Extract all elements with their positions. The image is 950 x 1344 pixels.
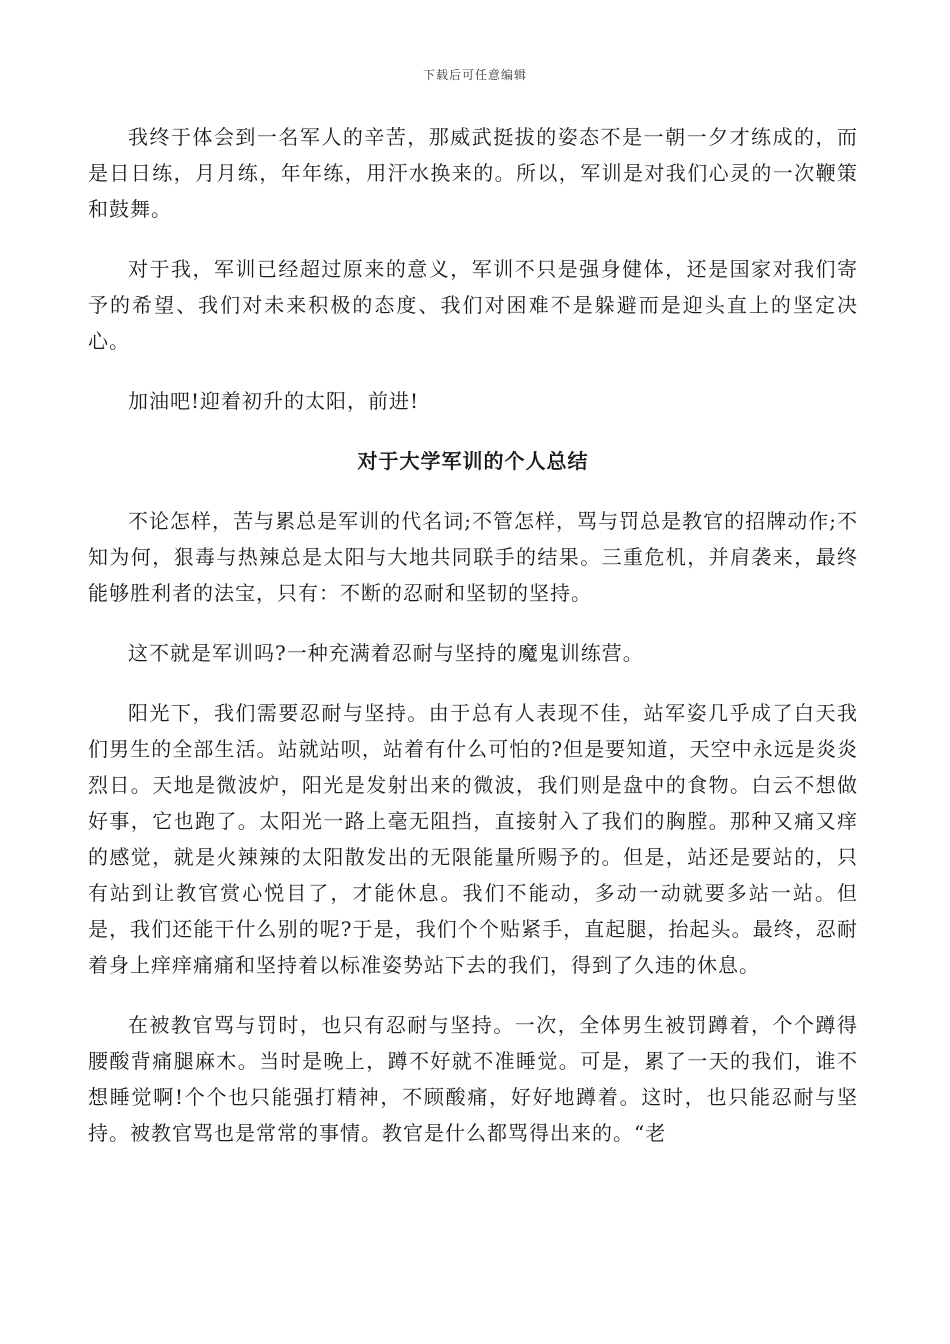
paragraph-4: 不论怎样，苦与累总是军训的代名词;不管怎样，骂与罚总是教官的招牌动作;不知为何，狠毒与热辣总是太阳与大地共同联手的结果。三重危机，并肩袭来，最终能够胜利者的法宝，只有：不断的忍耐和坚韧的坚持。 (88, 509, 858, 605)
document-body (88, 119, 858, 1151)
section-title: 对于大学军训的个人总结 (357, 449, 589, 473)
paragraph-1: 我终于体会到一名军人的辛苦，那威武挺拔的姿态不是一朝一夕才练成的，而是日日练，月月练，年年练，用汗水换来的。所以，军训是对我们心灵的一次鞭策和鼓舞。 (88, 125, 858, 221)
paragraph-6: 阳光下，我们需要忍耐与坚持。由于总有人表现不佳，站军姿几乎成了白天我们男生的全部生活。站就站呗，站着有什么可怕的?但是要知道，天空中永远是炎炎烈日。天地是微波炉，阳光是发射出来的微波，我们则是盘中的食物。白云不想做好事，它也跑了。太阳光一路上毫无阻挡，直接射入了我们的胸膛。那种又痛又痒的感觉，就是火辣辣的太阳散发出的无限能量所赐予的。但是，站还是要站的，只有站到让教官赏心悦目了，才能休息。我们不能动，多动一动就要多站一站。但是，我们还能干什么别的呢?于是，我们个个贴紧手，直起腿，抬起头。最终，忍耐着身上痒痒痛痛和坚持着以标准姿势站下去的我们，得到了久违的休息。 (88, 701, 858, 977)
paragraph-5: 这不就是军训吗?一种充满着忍耐与坚持的魔鬼训练营。 (128, 641, 644, 665)
paragraph-2: 对于我，军训已经超过原来的意义，军训不只是强身健体，还是国家对我们寄予的希望、我们对未来积极的态度、我们对困难不是躲避而是迎头直上的坚定决心。 (88, 257, 858, 353)
paragraph-3: 加油吧!迎着初升的太阳，前进! (128, 389, 420, 413)
paragraph-7: 在被教官骂与罚时，也只有忍耐与坚持。一次，全体男生被罚蹲着，个个蹲得腰酸背痛腿麻木。当时是晚上，蹲不好就不准睡觉。可是，累了一天的我们，谁不想睡觉啊!个个也只能强打精神，不顾酸痛，好好地蹲着。这时，也只能忍耐与坚持。被教官骂也是常常的事情。教官是什么都骂得出来的。“老 (88, 1013, 858, 1145)
header-note: 下载后可任意编辑 (422, 68, 527, 82)
